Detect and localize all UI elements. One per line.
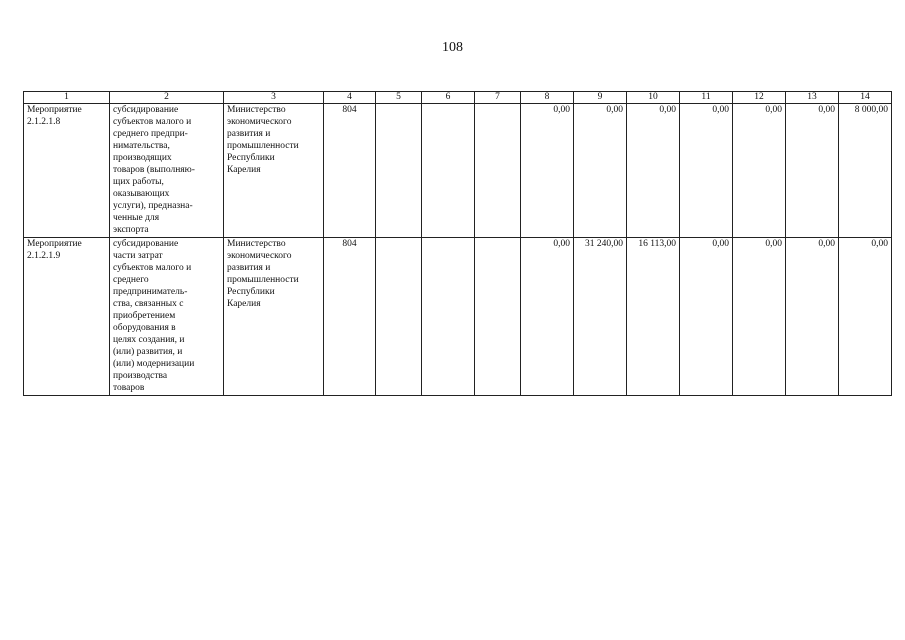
description-cell: субсидирование части затрат субъектов малого и среднего предприниматель- ства, связанных с приобретением оборудования в целях создания, и (или) развития, и (или) модернизации производства товаров bbox=[110, 238, 224, 396]
value-cell-14: 0,00 bbox=[839, 238, 892, 396]
empty-cell-5 bbox=[376, 104, 422, 238]
empty-cell-7 bbox=[475, 238, 521, 396]
col-header-5: 5 bbox=[376, 92, 422, 104]
executor-cell: Министерство экономического развития и промышленности Республики Карелия bbox=[224, 238, 324, 396]
value-cell-10: 16 113,00 bbox=[627, 238, 680, 396]
value-cell-9: 0,00 bbox=[574, 104, 627, 238]
table-row bbox=[24, 104, 892, 238]
col-header-14: 14 bbox=[839, 92, 892, 104]
value-cell-8: 0,00 bbox=[521, 238, 574, 396]
value-cell-11: 0,00 bbox=[680, 238, 733, 396]
value-cell-13: 0,00 bbox=[786, 238, 839, 396]
col-header-13: 13 bbox=[786, 92, 839, 104]
code-cell: 804 bbox=[324, 104, 376, 238]
col-header-4: 4 bbox=[324, 92, 376, 104]
budget-table bbox=[23, 91, 892, 396]
col-header-12: 12 bbox=[733, 92, 786, 104]
page-number: 108 bbox=[442, 40, 463, 55]
value-cell-8: 0,00 bbox=[521, 104, 574, 238]
empty-cell-5 bbox=[376, 238, 422, 396]
value-cell-14: 8 000,00 bbox=[839, 104, 892, 238]
value-cell-11: 0,00 bbox=[680, 104, 733, 238]
col-header-6: 6 bbox=[422, 92, 475, 104]
value-cell-12: 0,00 bbox=[733, 238, 786, 396]
code-cell: 804 bbox=[324, 238, 376, 396]
value-cell-9: 31 240,00 bbox=[574, 238, 627, 396]
table-row bbox=[24, 238, 892, 396]
table-header bbox=[24, 92, 892, 104]
col-header-7: 7 bbox=[475, 92, 521, 104]
value-cell-10: 0,00 bbox=[627, 104, 680, 238]
description-cell: субсидирование субъектов малого и среднего предпри- нимательства, производящих товаров (выполняю- щих работы, оказывающих услуги), предназна- ченные для экспорта bbox=[110, 104, 224, 238]
col-header-11: 11 bbox=[680, 92, 733, 104]
col-header-1: 1 bbox=[24, 92, 110, 104]
executor-cell: Министерство экономического развития и промышленности Республики Карелия bbox=[224, 104, 324, 238]
col-header-2: 2 bbox=[110, 92, 224, 104]
empty-cell-6 bbox=[422, 104, 475, 238]
col-header-3: 3 bbox=[224, 92, 324, 104]
col-header-8: 8 bbox=[521, 92, 574, 104]
header-row bbox=[24, 92, 892, 104]
col-header-9: 9 bbox=[574, 92, 627, 104]
empty-cell-6 bbox=[422, 238, 475, 396]
value-cell-12: 0,00 bbox=[733, 104, 786, 238]
empty-cell-7 bbox=[475, 104, 521, 238]
col-header-10: 10 bbox=[627, 92, 680, 104]
event-name-cell: Мероприятие 2.1.2.1.9 bbox=[24, 238, 110, 396]
event-name-cell: Мероприятие 2.1.2.1.8 bbox=[24, 104, 110, 238]
value-cell-13: 0,00 bbox=[786, 104, 839, 238]
